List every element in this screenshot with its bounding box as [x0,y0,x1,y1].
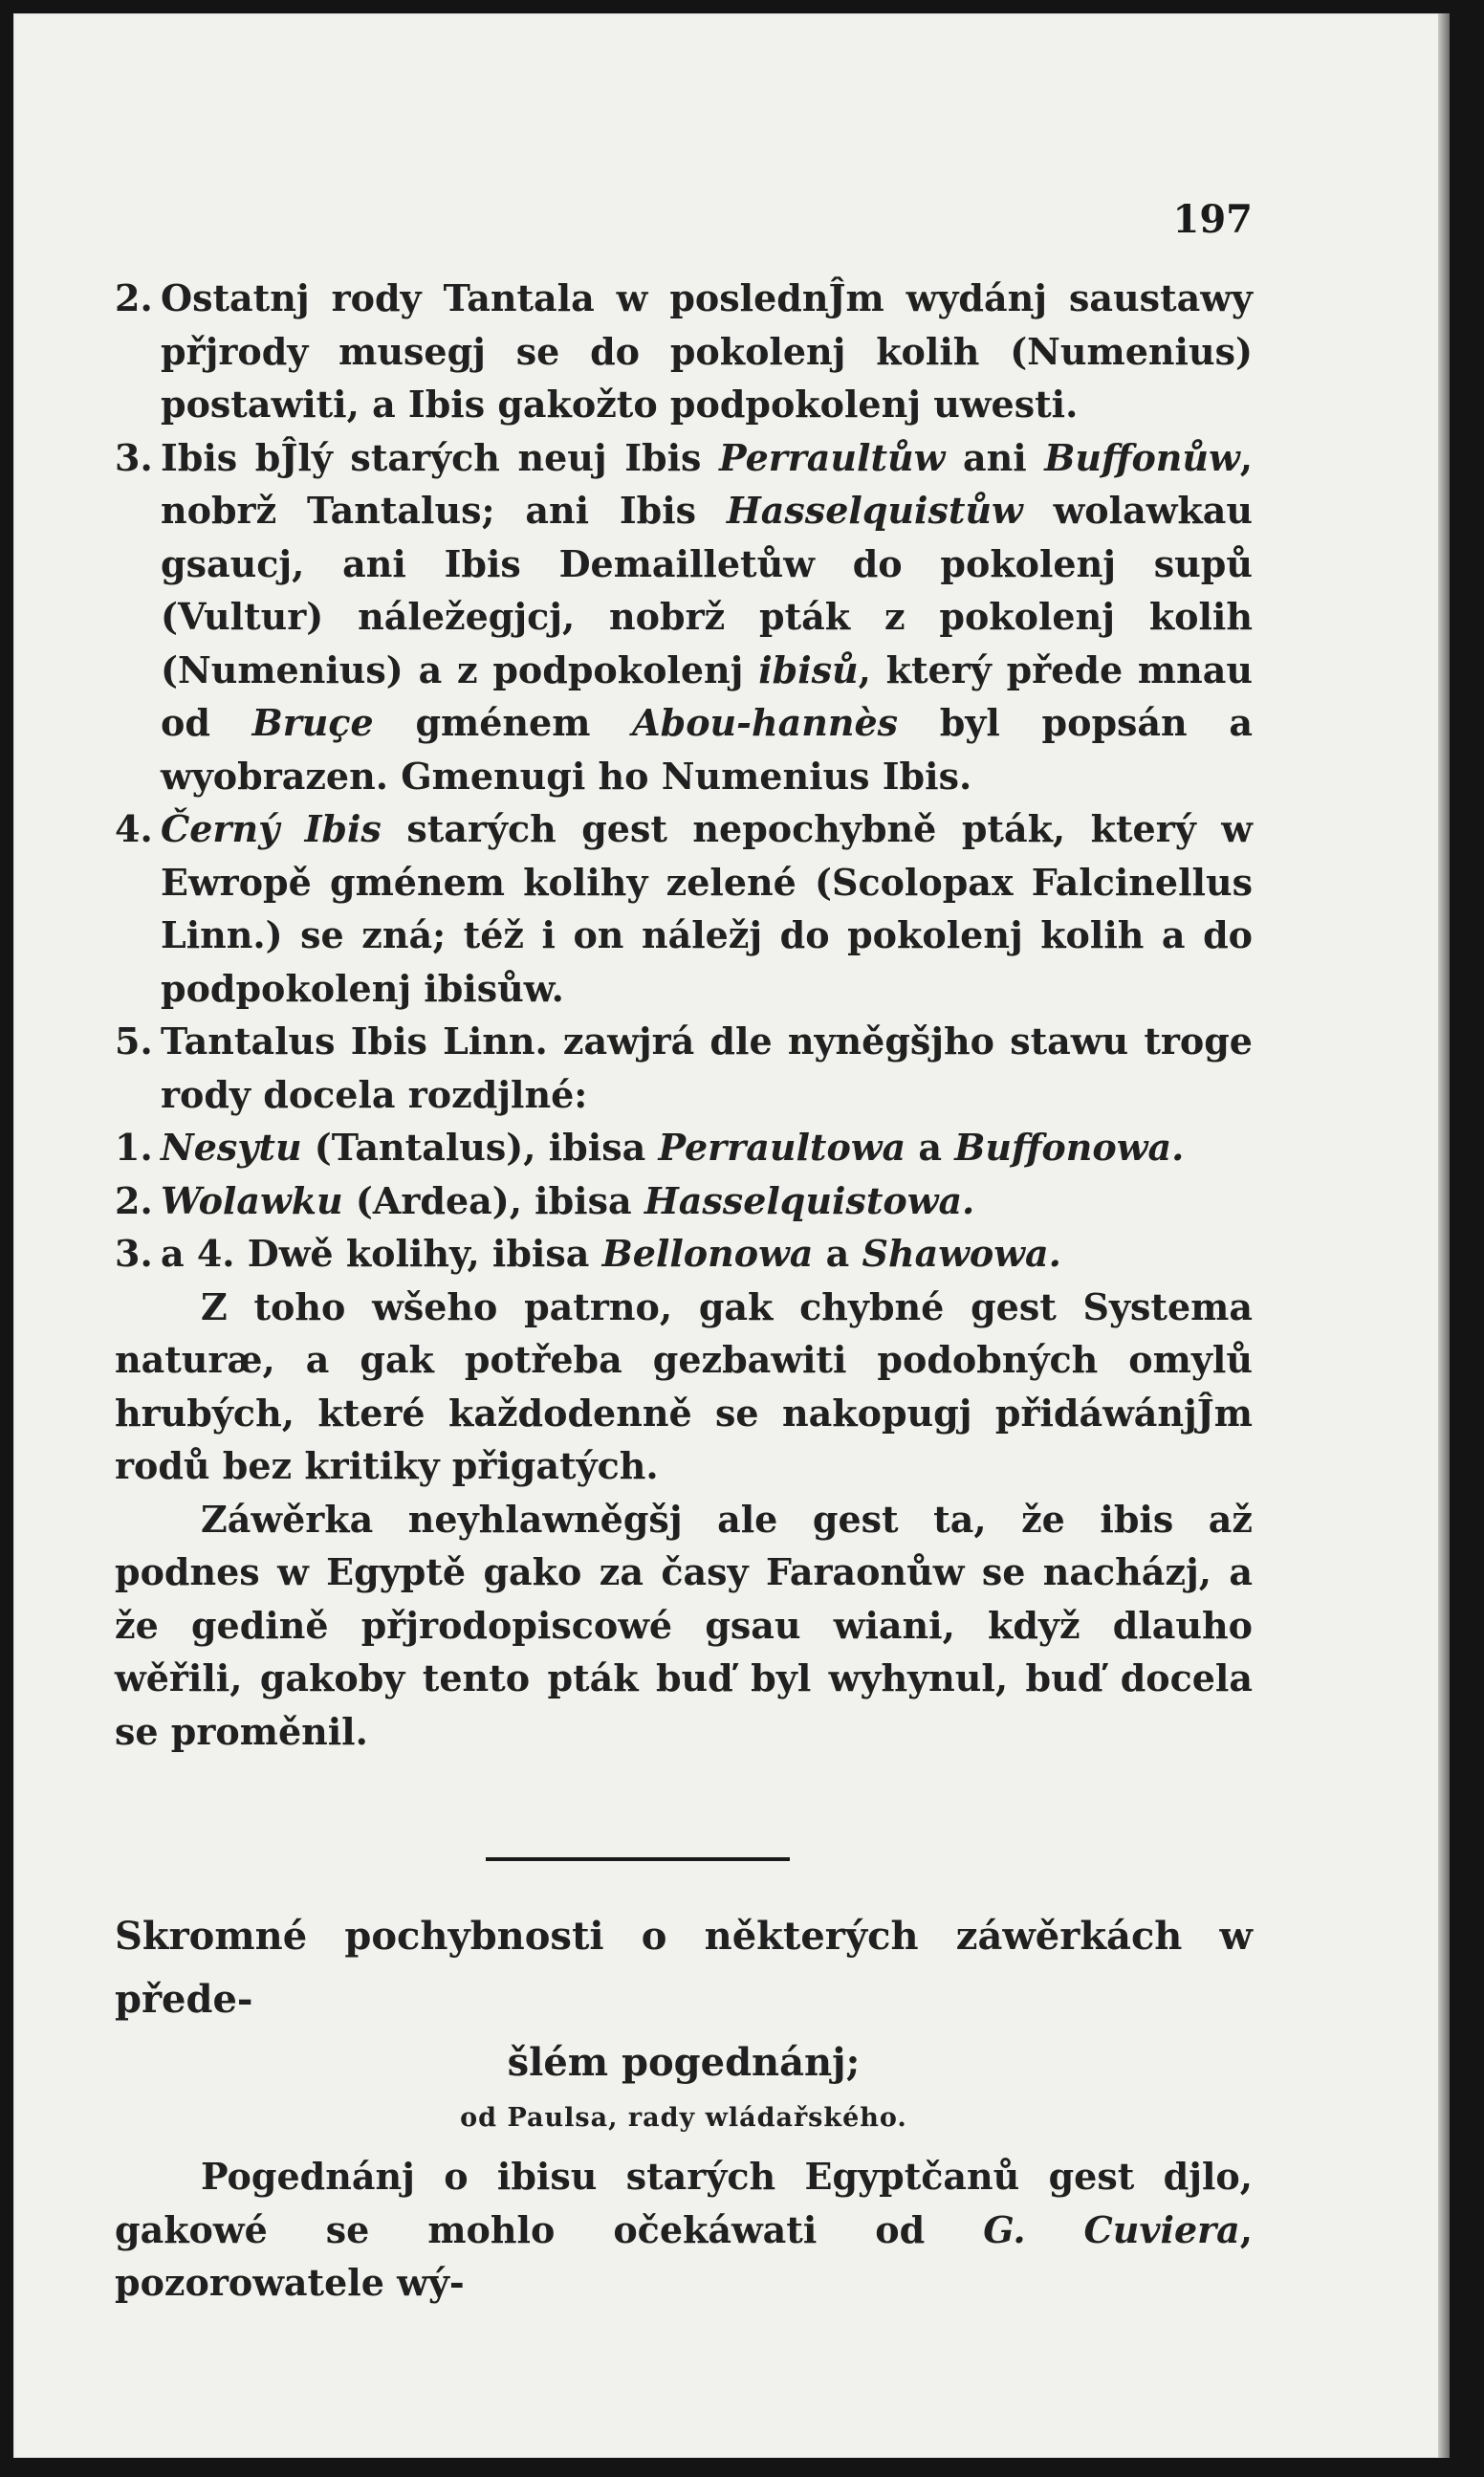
item-number: 2. [115,1178,153,1222]
list-item-3 [115,431,1253,803]
italic-term: Buffonůw [1044,435,1240,479]
item-number: 3. [115,1232,153,1275]
section-title-line-1: Skromné pochybnosti o některých záwěrkách w přede- [115,1914,1253,2022]
page-number: 197 [1172,197,1253,242]
italic-term: Perraultowa [658,1126,906,1169]
item-text: ani [945,435,1045,479]
italic-term: Hasselquistůw [726,489,1023,532]
paragraph-main-finding: Záwěrka neyhlawněgšj ale gest ta, že ibis až podnes w Egyptě gako za časy Faraonůw se nacházj, a že gedině přjrodopiscowé gsau wiani, když dlauho wěřili, gakoby tento pták buď byl wyhynul, buď docela se proměnil. [115,1497,1253,1753]
section-first-paragraph [115,2150,1253,2310]
section-title [115,1905,1253,2094]
section-title-line-2: šlém pogednánj; [507,2040,861,2085]
page-edge-shadow [1438,13,1450,2458]
item-text: , nobrž Tantalus; ani Ibis [161,435,1253,532]
italic-term: Hasselquistowa. [644,1178,975,1222]
item-text: a [813,1232,862,1275]
section-byline: od Paulsa, rady wládařského. [460,2103,907,2133]
paragraph-text: Pogednánj o ibisu starých Egyptčanů gest djlo, gakowé se mohlo očekáwati od [115,2155,1253,2251]
list-item-2 [115,272,1253,431]
item-number: 4. [115,807,153,850]
item-text: Tantalus Ibis Linn. zawjrá dle nyněgšjho stawu troge rody docela rozdjlné: [161,1019,1253,1116]
italic-term: Wolawku [161,1178,343,1222]
item-text: Ibis bĴlý starých neuj Ibis [161,435,720,479]
item-number: 3. [115,435,153,479]
paragraph-conclusion: Z toho wšeho patrno, gak chybné gest Systema naturæ, a gak potřeba gezbawiti podobných omylů hrubých, které každodenně se nakopugj přidáwánjĴm rodů bez kritiky přigatých. [115,1284,1253,1487]
sublist-item-2 [115,1174,1253,1228]
section-divider [486,1857,790,1861]
italic-term: Shawowa. [862,1232,1061,1275]
sublist-item-1 [115,1121,1253,1174]
item-text: gménem [373,701,633,744]
item-number: 1. [115,1126,153,1169]
sublist-item-3 [115,1227,1253,1281]
italic-term: ibisů [758,647,859,691]
item-text: , který přede mnau od [161,647,1253,744]
item-text: a 4. Dwě kolihy, ibisa [161,1232,602,1275]
list-item-4 [115,802,1253,1015]
item-text: Ostatnj rody Tantala w poslednĴm wydánj saustawy přjrody musegj se do pokolenj kolih (Numenius) postawiti, a Ibis gakožto podpokolenj uwesti. [161,276,1253,426]
item-number: 5. [115,1019,153,1063]
item-text: (Ardea), ibisa [342,1178,644,1222]
italic-term: Bellonowa [601,1232,814,1275]
section-divider-area [115,1758,1253,1890]
item-text: (Tantalus), ibisa [301,1126,659,1169]
item-text: byl popsán a wyobrazen. Gmenugi ho Numenius Ibis. [161,701,1253,798]
item-text: wolawkau gsaucj, ani Ibis Demailletůw do pokolenj supů (Vultur) náležegjcj, nobrž pták z pokolenj kolih (Numenius) a z podpokolenj [161,489,1253,691]
italic-term: Černý Ibis [161,807,382,850]
italic-term: Perraultůw [719,435,946,479]
italic-term: G. Cuviera [983,2207,1240,2251]
item-number: 2. [115,276,153,319]
item-text: starých gest nepochybně pták, který w Ewropě gménem kolihy zelené (Scolopax Falcinellus Linn.) se zná; též i on náležj do pokolenj kolih a do podpokolenj ibisůw. [161,807,1254,1010]
italic-term: Bruçe [251,701,374,744]
book-page [13,13,1448,2458]
list-item-5 [115,1015,1253,1121]
paragraph-text: , pozorowatele wý- [115,2207,1254,2304]
italic-term: Buffonowa. [954,1126,1185,1169]
italic-term: Abou-hannès [632,701,899,744]
item-text: a [906,1126,955,1169]
page-body [115,272,1253,2310]
italic-term: Nesytu [161,1126,302,1169]
